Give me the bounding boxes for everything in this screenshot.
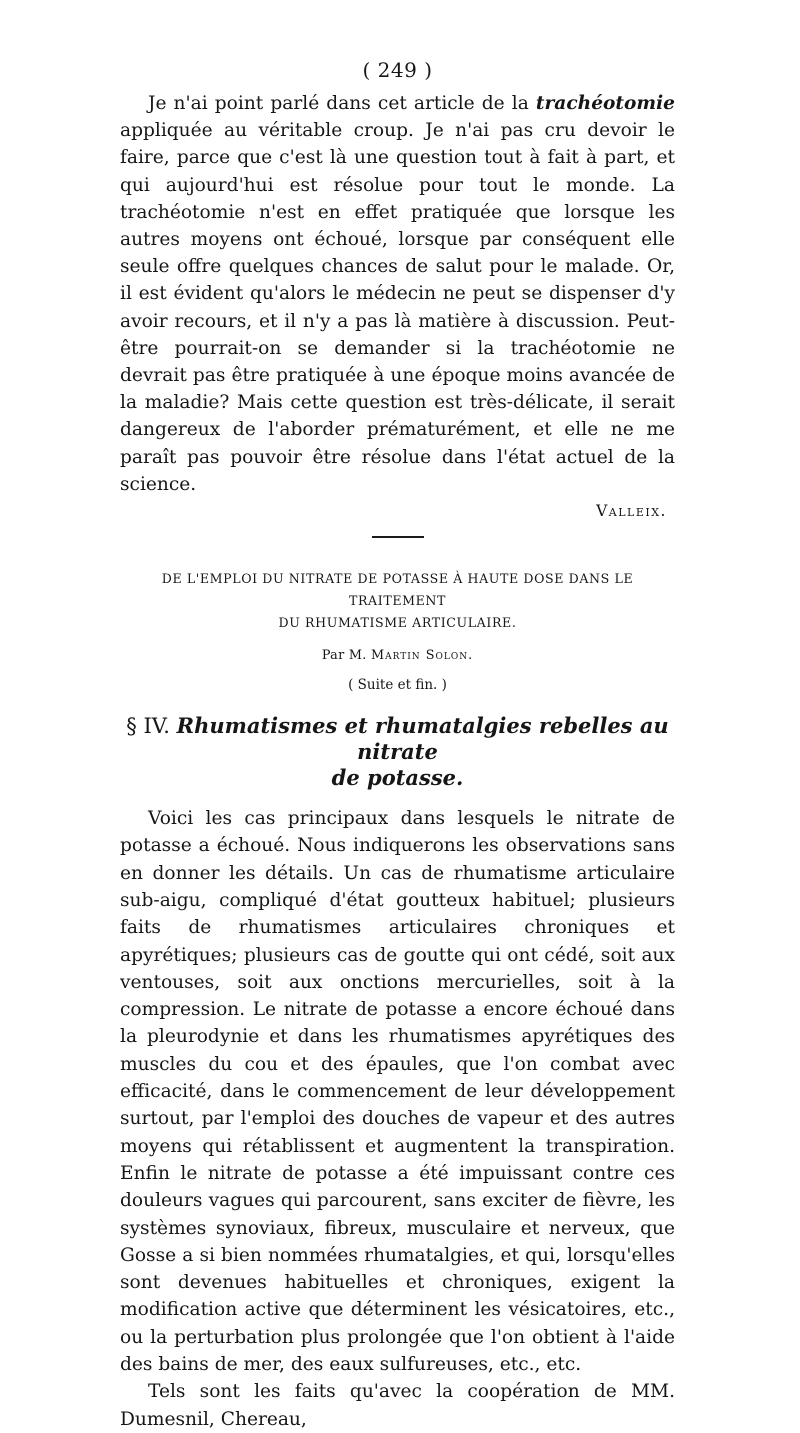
continued-text-start: Je n'ai point parlé dans cet article de la	[148, 93, 536, 114]
author-prefix: Par M.	[321, 648, 372, 664]
section-title-line-2: de potasse.	[331, 765, 464, 791]
section-divider-rule	[372, 536, 424, 538]
body-paragraph-1: Voici les cas principaux dans lesquels le nitrate de potasse a échoué. Nous indiquerons les observations sans en donner les détails. Un cas de rhumatisme articulaire sub-aigu, compliqué d'état goutteux habituel; plusieurs faits de rhumatismes articulaires chroniques et apyrétiques; plusieurs cas de goutte qui ont cédé, soit aux ventouses, soit aux onctions mercurielles, soit à la compression. Le nitrate de potasse a encore échoué dans la pleurodynie et dans les rhumatismes apyrétiques des muscles du cou et des épaules, que l'on combat avec efficacité, dans le commencement de leur développement surtout, par l'emploi des douches de vapeur et des autres moyens qui rétablissent et augmentent la transpiration. Enfin le nitrate de potasse a été impuissant contre ces douleurs vagues qui parcourent, sans exciter de fièvre, les systèmes synoviaux, fibreux, musculaire et nerveux, que Gosse a si bien nommées rhumatalgies, et qui, lorsqu'elles sont devenues habituelles et chroniques, exigent la modification active que déterminent les vésicatoires, etc., ou la perturbation plus prolongée que l'on obtient à l'aide des bains de mer, des eaux sulfureuses, etc., etc.	[120, 808, 675, 1375]
section-title-line-1: Rhumatismes et rhumatalgies rebelles au nitrate	[176, 713, 669, 765]
continued-paragraph	[120, 90, 675, 498]
continued-text-rest: appliquée au véritable croup. Je n'ai pas cru devoir le faire, parce que c'est là une question tout à fait à part, et qui aujourd'hui est résolue pour tout le monde. La trachéotomie n'est en effet pratiquée que lorsque les autres moyens ont échoué, lorsque par conséquent elle seule offre quelques chances de salut pour le malade. Or, il est évident qu'alors le médecin ne peut se dispenser d'y avoir recours, et il n'y a pas là matière à discussion. Peut-être pourrait-on se demander si la trachéotomie ne devrait pas être pratiquée à une époque moins avancée de la maladie? Mais cette question est très-délicate, il serait dangereux de l'aborder prématurément, et elle ne me paraît pas pouvoir être résolue dans l'état actuel de la science.	[120, 120, 675, 495]
book-page	[120, 58, 675, 1433]
body-paragraph-2: Tels sont les faits qu'avec la coopération de MM. Dumesnil, Chereau,	[120, 1381, 675, 1430]
page-number: ( 249 )	[362, 58, 433, 82]
continuation-note: ( Suite et fin. )	[348, 677, 447, 694]
article-author	[120, 648, 675, 663]
author-signature: Valleix.	[596, 502, 667, 521]
author-name: Martin Solon.	[371, 648, 474, 664]
article-title-line-1: DE L'EMPLOI DU NITRATE DE POTASSE À HAUTE DOSE DANS LE TRAITEMENT	[161, 571, 634, 609]
italic-term-tracheotomie: trachéotomie	[535, 93, 675, 114]
section-number: § IV.	[126, 714, 177, 739]
article-title-line-2: DU RHUMATISME ARTICULAIRE.	[278, 615, 517, 631]
section-body	[120, 805, 675, 1433]
section-heading	[120, 713, 675, 791]
